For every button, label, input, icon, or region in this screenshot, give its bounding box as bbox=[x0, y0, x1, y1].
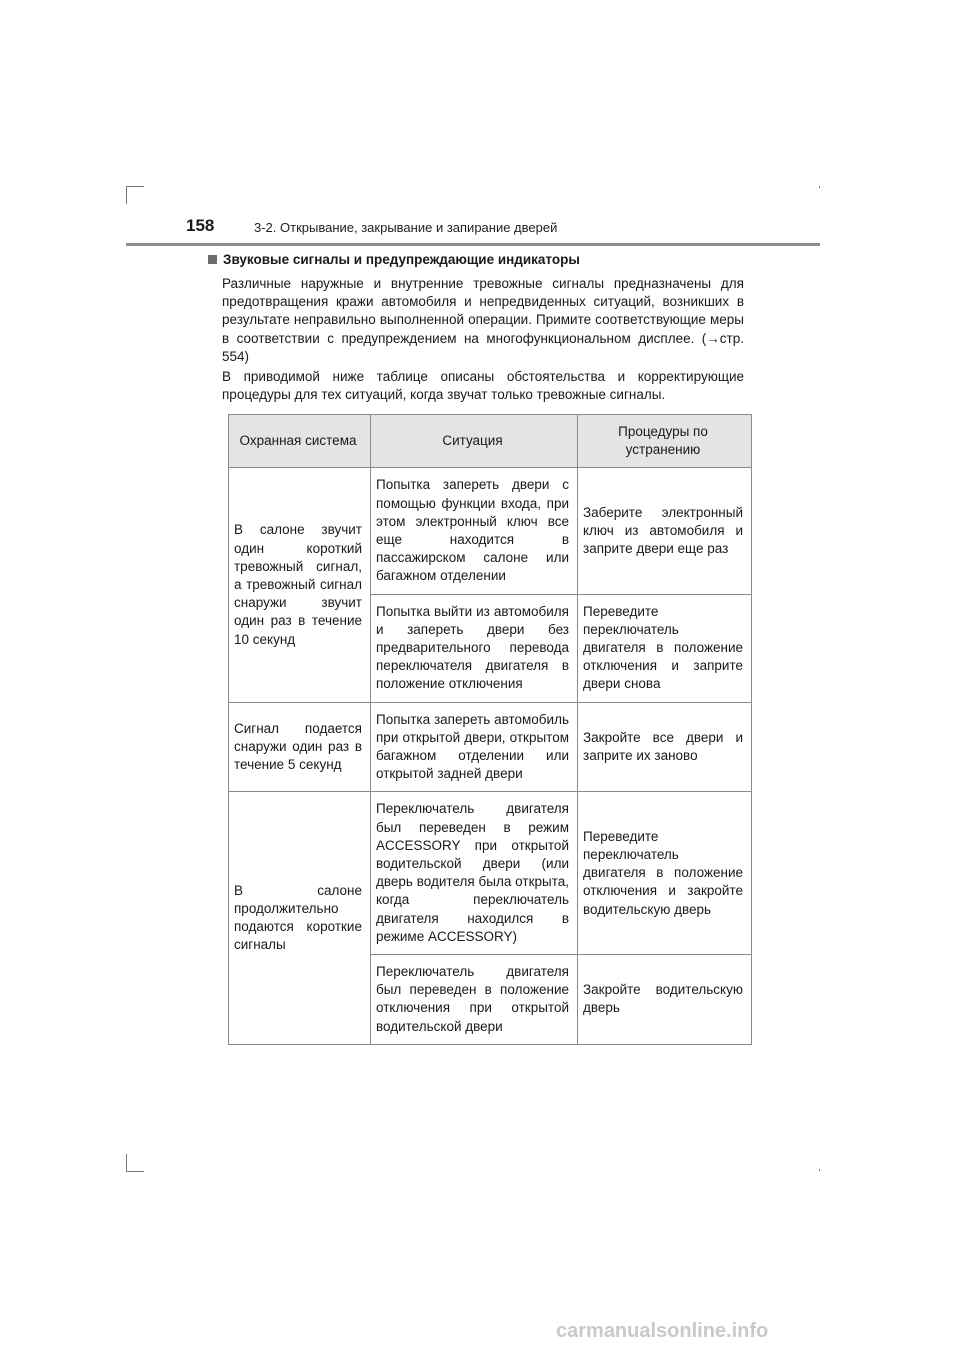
header-divider bbox=[126, 243, 820, 246]
crop-mark-bottom-right bbox=[819, 1169, 820, 1171]
table-row bbox=[229, 468, 752, 594]
header-alarm: Охранная система bbox=[229, 415, 371, 468]
table-row bbox=[229, 702, 752, 792]
intro-paragraph: Различные наружные и внутренние тревожные сигналы предназначены для предотвращения кражи автомобиля и непредвиденных ситуаций, возникших в результате неправильно выполненной операции. Примите соответствующие меры в соответствии с предупреждением на многофункциональном дисплее. (→стр. 554) bbox=[222, 276, 744, 364]
situation-cell: Попытка запереть двери с помощью функции входа, при этом электронный ключ все еще находится в пассажирском салоне или багажном отделении bbox=[371, 468, 578, 594]
crop-mark-top-left-h bbox=[126, 186, 144, 187]
procedure-cell: Переведите переключатель двигателя в положение отключения и заприте двери снова bbox=[578, 594, 752, 702]
situation-cell: Попытка запереть автомобиль при открытой двери, открытом багажном отделении или открытой задней двери bbox=[371, 702, 578, 792]
alarm-cell: Сигнал подается снаружи один раз в течение 5 секунд bbox=[229, 702, 371, 792]
procedure-cell: Закройте все двери и заприте их заново bbox=[578, 702, 752, 792]
chapter-title: 3-2. Открывание, закрывание и запирание дверей bbox=[254, 220, 558, 235]
watermark-logo: carmanualsonline.info bbox=[556, 1320, 769, 1342]
table-intro-paragraph: В приводимой ниже таблице описаны обстоятельства и корректирующие процедуры для тех ситуаций, когда звучат только тревожные сигналы. bbox=[222, 369, 744, 403]
crop-mark-top-right bbox=[819, 186, 820, 188]
alarm-cell: В салоне продолжительно подаются короткие сигналы bbox=[229, 792, 371, 1044]
crop-mark-bottom-left-h bbox=[126, 1171, 144, 1172]
procedure-cell: Заберите электронный ключ из автомобиля и заприте двери еще раз bbox=[578, 468, 752, 594]
alarm-cell: В салоне звучит один короткий тревожный сигнал, а тревожный сигнал снаружи звучит один раз в течение 10 секунд bbox=[229, 468, 371, 702]
table-header-row bbox=[229, 415, 752, 468]
square-bullet-icon bbox=[208, 255, 217, 264]
procedure-cell: Закройте водительскую дверь bbox=[578, 955, 752, 1045]
alarm-table bbox=[228, 414, 752, 1045]
situation-cell: Переключатель двигателя был переведен в режим ACCESSORY при открытой водительской двери (или дверь водителя была открыта, когда переключатель двигателя находился в режиме ACCESSORY) bbox=[371, 792, 578, 955]
crop-mark-bottom-left-v bbox=[126, 1154, 127, 1172]
situation-cell: Переключатель двигателя был переведен в положение отключения при открытой водительской двери bbox=[371, 955, 578, 1045]
header-situation: Ситуация bbox=[371, 415, 578, 468]
page-number: 158 bbox=[186, 216, 215, 235]
procedure-cell: Переведите переключатель двигателя в положение отключения и закройте водительскую дверь bbox=[578, 792, 752, 955]
section-title-text: Звуковые сигналы и предупреждающие индикаторы bbox=[223, 252, 580, 267]
section-heading bbox=[208, 252, 580, 267]
header-procedure: Процедуры по устранению bbox=[578, 415, 752, 468]
crop-mark-top-left-v bbox=[126, 186, 127, 204]
table-row bbox=[229, 792, 752, 955]
situation-cell: Попытка выйти из автомобиля и запереть двери без предварительного перевода переключателя двигателя в положение отключения bbox=[371, 594, 578, 702]
